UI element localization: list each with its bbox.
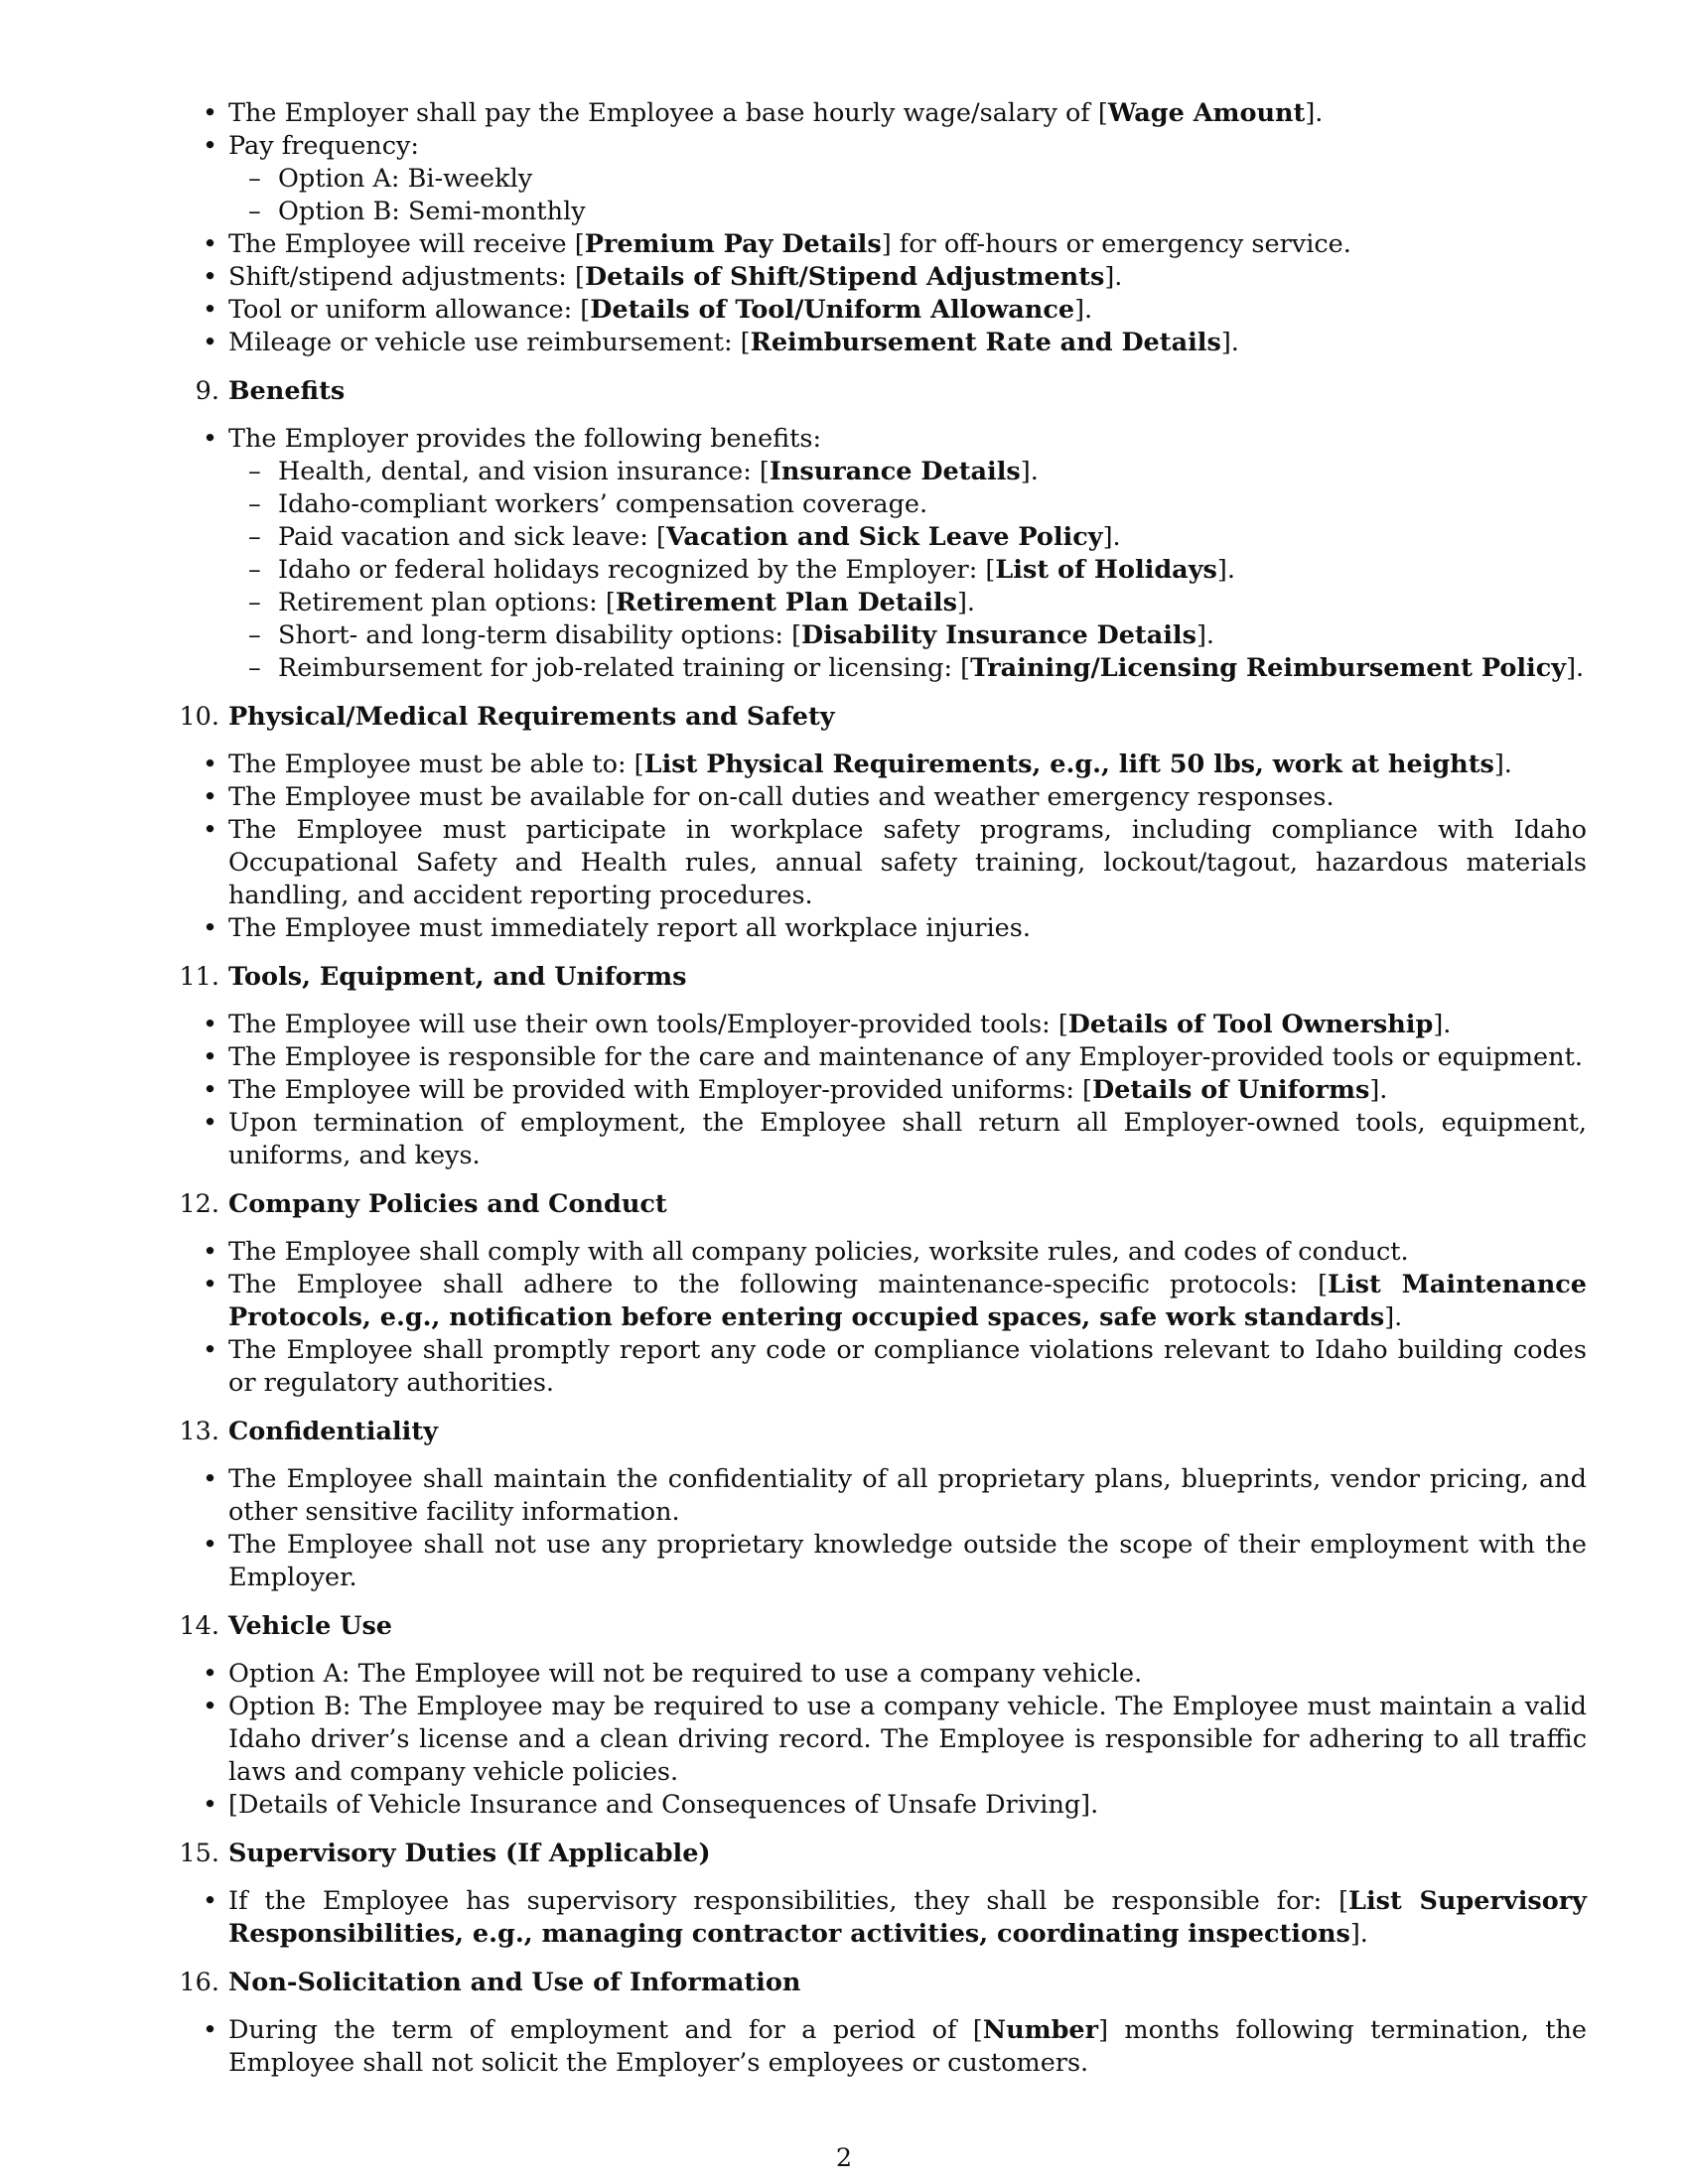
section-heading	[168, 961, 1587, 994]
list-item: – Reimbursement for job-related training or licensing: [Training/Licensing Reimbursement Policy].	[278, 652, 1587, 685]
list-item: • The Employee must be available for on-call duties and weather emergency responses.	[228, 781, 1587, 814]
list-item: • The Employee is responsible for the care and maintenance of any Employer-provided tools or equipment.	[228, 1041, 1587, 1074]
section-number: 15.	[179, 1839, 219, 1868]
section-company-policies	[179, 1188, 1587, 1400]
section-supervisory-duties	[179, 1838, 1588, 1951]
list-item: • The Employee must be able to: [List Physical Requirements, e.g., lift 50 lbs, work at heights].	[228, 749, 1587, 781]
section-number: 16.	[179, 1968, 219, 1997]
list-item: • The Employee will use their own tools/Employer-provided tools: [Details of Tool Ownership].	[228, 1009, 1587, 1041]
section-title: Tools, Equipment, and Uniforms	[228, 962, 687, 992]
section-heading	[168, 375, 1587, 408]
section-heading	[168, 701, 1587, 734]
section-tools-equipment	[179, 961, 1587, 1172]
section-number: 14.	[179, 1611, 219, 1641]
list-item: • Option A: The Employee will not be required to use a company vehicle.	[228, 1658, 1587, 1691]
section-vehicle-use	[179, 1610, 1587, 1822]
pay-frequency-options	[278, 163, 1587, 228]
list-item: • Upon termination of employment, the Employee shall return all Employer-owned tools, equipment, uniforms, and keys.	[228, 1107, 1587, 1172]
section-number: 9.	[195, 376, 219, 406]
list-item: – Option A: Bi-weekly	[278, 163, 1587, 196]
list-item: • If the Employee has supervisory responsibilities, they shall be responsible for: [List Supervisory Responsibilities, e.g., managing contractor activities, coordinating inspections].	[228, 1885, 1587, 1951]
section-title: Company Policies and Conduct	[228, 1189, 667, 1219]
list-item: • The Employee will receive [Premium Pay Details] for off-hours or emergency service.	[228, 228, 1587, 261]
list-item: – Idaho or federal holidays recognized by the Employer: [List of Holidays].	[278, 554, 1587, 587]
section-title: Confidentiality	[228, 1417, 438, 1446]
compensation-list	[228, 97, 1587, 359]
list-item: • The Employer shall pay the Employee a base hourly wage/salary of [Wage Amount].	[228, 97, 1587, 130]
list-item: • The Employee shall promptly report any code or compliance violations relevant to Idaho building codes or regulatory authorities.	[228, 1334, 1587, 1400]
list-item: • Pay frequency: – Option A: Bi-weekly – Option B: Semi-monthly	[228, 130, 1587, 228]
list-item: • The Employee shall adhere to the following maintenance-specific protocols: [List Maintenance Protocols, e.g., notification before entering occupied spaces, safe work standards].	[228, 1269, 1587, 1334]
list-item: • Option B: The Employee may be required to use a company vehicle. The Employee must maintain a valid Idaho driver’s license and a clean driving record. The Employee is responsible for adhering to all traffic laws and company vehicle policies.	[228, 1691, 1587, 1789]
document-page	[179, 97, 1588, 2080]
section-heading	[168, 1416, 1587, 1448]
section-title: Supervisory Duties (If Applicable)	[228, 1839, 711, 1868]
list-item: • The Employee shall maintain the confidentiality of all proprietary plans, blueprints, vendor pricing, and other sensitive facility information.	[228, 1463, 1587, 1529]
list-item: – Health, dental, and vision insurance: [Insurance Details].	[278, 456, 1587, 488]
section-number: 10.	[179, 702, 219, 732]
list-item: • Shift/stipend adjustments: [Details of Shift/Stipend Adjustments].	[228, 261, 1587, 294]
list-item: • [Details of Vehicle Insurance and Consequences of Unsafe Driving].	[228, 1789, 1587, 1822]
list-item: – Option B: Semi-monthly	[278, 196, 1587, 228]
section-title: Non-Solicitation and Use of Information	[228, 1968, 801, 1997]
list-item: – Retirement plan options: [Retirement Plan Details].	[278, 587, 1587, 619]
list-item: • Tool or uniform allowance: [Details of Tool/Uniform Allowance].	[228, 294, 1587, 327]
list-item: • The Employee will be provided with Employer-provided uniforms: [Details of Uniforms].	[228, 1074, 1587, 1107]
section-physical-requirements	[179, 701, 1587, 945]
list-item: • During the term of employment and for a period of [Number] months following termination, the Employee shall not solicit the Employer’s employees or customers.	[228, 2014, 1587, 2080]
section-title: Benefits	[228, 376, 346, 406]
section-number: 12.	[179, 1189, 219, 1219]
section-non-solicitation	[179, 1967, 1587, 2080]
list-item: • The Employer provides the following benefits: – Health, dental, and vision insurance: [Insurance Details]. – Idaho-compliant workers’ compensation coverage. – Paid vacation and sick leave: [Vacation and Sick Leave Policy]. – Idaho or federal holidays recognized by the Employer: [List of Holidays]. – Retirement plan options: [Retirement Plan Details]. – Short- and long-term disability options: [Disability Insurance Details]. – Reimbursement for job-related training or licensing: [Training/Licensing Reimbursement Policy].	[228, 423, 1587, 685]
list-item: – Paid vacation and sick leave: [Vacation and Sick Leave Policy].	[278, 521, 1587, 554]
section-benefits	[195, 375, 1587, 685]
page-number: 2	[835, 2143, 853, 2173]
section-heading	[168, 1188, 1587, 1221]
list-item: • The Employee shall comply with all company policies, worksite rules, and codes of conduct.	[228, 1236, 1587, 1269]
section-heading	[168, 1610, 1587, 1643]
section-confidentiality	[179, 1416, 1587, 1594]
list-item: • Mileage or vehicle use reimbursement: [Reimbursement Rate and Details].	[228, 327, 1587, 359]
section-title: Physical/Medical Requirements and Safety	[228, 702, 835, 732]
list-item: – Short- and long-term disability options: [Disability Insurance Details].	[278, 619, 1587, 652]
section-number: 13.	[179, 1417, 219, 1446]
list-item: • The Employee must participate in workplace safety programs, including compliance with Idaho Occupational Safety and Health rules, annual safety training, lockout/tagout, hazardous materials handling, and accident reporting procedures.	[228, 814, 1587, 912]
list-item: • The Employee must immediately report all workplace injuries.	[228, 912, 1587, 945]
section-title: Vehicle Use	[228, 1611, 393, 1641]
section-number: 11.	[179, 962, 219, 992]
list-item: – Idaho-compliant workers’ compensation coverage.	[278, 488, 1587, 521]
section-heading	[168, 1838, 1587, 1870]
list-item: • The Employee shall not use any proprietary knowledge outside the scope of their employment with the Employer.	[228, 1529, 1587, 1594]
section-heading	[168, 1967, 1587, 1999]
